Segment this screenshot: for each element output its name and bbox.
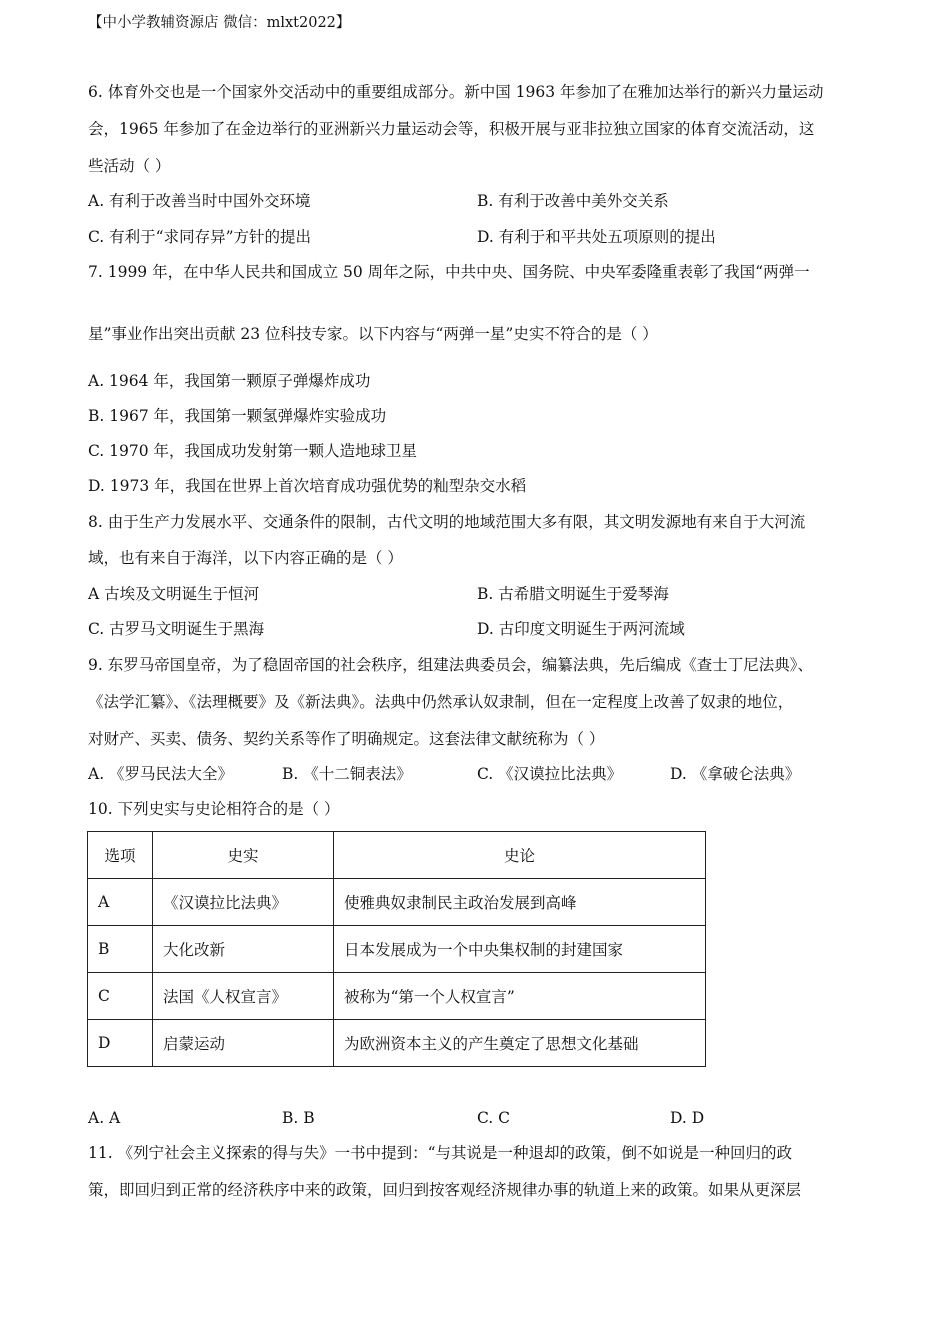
page-header: 【中小学教辅资源店 微信：mlxt2022】 [88, 15, 351, 31]
table-header-cell: 选项 [88, 832, 153, 879]
option-a: A. 有利于改善当时中国外交环境 [88, 192, 311, 210]
question-stem-line: 对财产、买卖、债务、契约关系等作了明确规定。这套法律文献统称为（ ） [88, 730, 605, 748]
option-d: D. 1973 年，我国在世界上首次培育成功强优势的籼型杂交水稻 [88, 477, 527, 495]
table-cell: 《汉谟拉比法典》 [153, 879, 334, 926]
table-cell: B [88, 926, 153, 973]
question-stem-line: 10. 下列史实与史论相符合的是（ ） [88, 800, 340, 818]
question-stem-line: 11. 《列宁社会主义探索的得与失》一书中提到：“与其说是一种退却的政策，倒不如说是一种回归的政 [88, 1144, 793, 1162]
option-d: D. 有利于和平共处五项原则的提出 [477, 228, 716, 246]
question-stem-line: 《法学汇纂》、《法理概要》及《新法典》。法典中仍然承认奴隶制，但在一定程度上改善了奴隶的地位， [88, 693, 794, 711]
table-cell: 使雅典奴隶制民主政治发展到高峰 [334, 879, 706, 926]
table-cell: 为欧洲资本主义的产生奠定了思想文化基础 [334, 1020, 706, 1067]
table-header-cell: 史论 [334, 832, 706, 879]
option-c: C. C [477, 1109, 511, 1127]
table-header-row [88, 832, 706, 879]
option-a: A. 1964 年，我国第一颗原子弹爆炸成功 [88, 372, 371, 390]
table-cell: 法国《人权宣言》 [153, 973, 334, 1020]
option-a: A 古埃及文明诞生于恒河 [88, 585, 260, 603]
question-stem-line: 会，1965 年参加了在金边举行的亚洲新兴力量运动会等，积极开展与亚非拉独立国家的体育交流活动，这 [88, 120, 815, 138]
question-stem-line: 些活动（ ） [88, 157, 171, 175]
option-c: C. 有利于“求同存异”方针的提出 [88, 228, 312, 246]
option-b: B. B [282, 1109, 315, 1127]
question-stem-line: 8. 由于生产力发展水平、交通条件的限制，古代文明的地域范围大多有限，其文明发源地有来自于大河流 [88, 513, 806, 531]
option-d: D. 古印度文明诞生于两河流域 [477, 620, 685, 638]
option-b: B. 有利于改善中美外交关系 [477, 192, 669, 210]
question-stem-line: 7. 1999 年，在中华人民共和国成立 50 周年之际，中共中央、国务院、中央军委隆重表彰了我国“两弹一 [88, 263, 810, 281]
option-c: C. 1970 年，我国成功发射第一颗人造地球卫星 [88, 442, 418, 460]
table-cell: D [88, 1020, 153, 1067]
table-row [88, 879, 706, 926]
table-cell: C [88, 973, 153, 1020]
comparison-table [87, 831, 706, 1067]
table-row [88, 926, 706, 973]
question-stem-line: 6. 体育外交也是一个国家外交活动中的重要组成部分。新中国 1963 年参加了在雅加达举行的新兴力量运动 [88, 83, 824, 101]
question-stem-line: 策，即回归到正常的经济秩序中来的政策，回归到按客观经济规律办事的轨道上来的政策。如果从更深层 [88, 1181, 802, 1199]
option-a: A. 《罗马民法大全》 [88, 765, 234, 783]
table-cell: 日本发展成为一个中央集权制的封建国家 [334, 926, 706, 973]
question-stem-line: 星”事业作出突出贡献 23 位科技专家。以下内容与“两弹一星”史实不符合的是（ ） [88, 325, 658, 343]
table-row [88, 973, 706, 1020]
option-a: A. A [88, 1109, 121, 1127]
question-stem-line: 9. 东罗马帝国皇帝，为了稳固帝国的社会秩序，组建法典委员会，编纂法典，先后编成《查士丁尼法典》、 [88, 656, 813, 674]
table-header-cell: 史实 [153, 832, 334, 879]
option-d: D. D [670, 1109, 705, 1127]
option-b: B. 古希腊文明诞生于爱琴海 [477, 585, 669, 603]
option-d: D. 《拿破仑法典》 [670, 765, 801, 783]
option-b: B. 《十二铜表法》 [282, 765, 412, 783]
table-cell: 被称为“第一个人权宣言” [334, 973, 706, 1020]
table-row [88, 1020, 706, 1067]
table-cell: 启蒙运动 [153, 1020, 334, 1067]
question-stem-line: 域，也有来自于海洋，以下内容正确的是（ ） [88, 549, 403, 567]
table-cell: A [88, 879, 153, 926]
option-b: B. 1967 年，我国第一颗氢弹爆炸实验成功 [88, 407, 387, 425]
option-c: C. 《汉谟拉比法典》 [477, 765, 623, 783]
table-cell: 大化改新 [153, 926, 334, 973]
option-c: C. 古罗马文明诞生于黑海 [88, 620, 265, 638]
